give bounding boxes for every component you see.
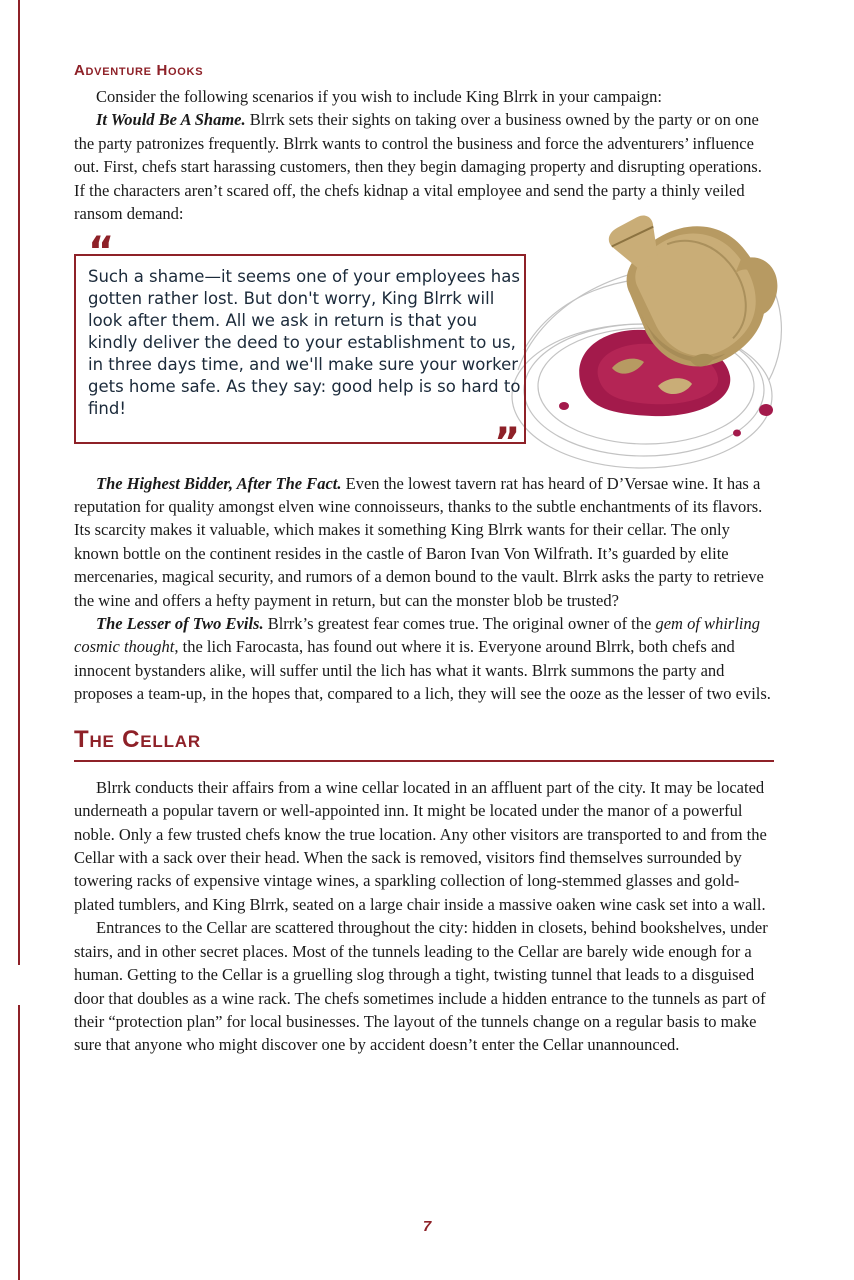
spacer xyxy=(74,706,774,716)
hook-lead-label: The Lesser of Two Evils. xyxy=(96,614,264,634)
quote-close-icon: ” xyxy=(494,419,521,466)
chapter-heading-the-cellar: The Cellar xyxy=(74,725,201,753)
hook-body-text-after: , the lich Farocasta, has found out where it is. Everyone around Blrrk, both chefs and innocent bystanders alike, will suffer until the lich has what it wants. Blrrk summons the party and proposes a team-up, in the hopes that, compared to a lich, they will see the ooze as the lesser of two evils. xyxy=(74,637,771,704)
hook-paragraph-it-would-be-a-shame xyxy=(74,108,774,225)
chapter-heading-rule xyxy=(74,760,774,762)
ransom-quote-text: Such a shame—it seems one of your employees has gotten rather lost. But don't worry, King Blrrk will look after them. All we ask in return is that you kindly deliver the deed to your establishment to us, in three days time, and we'll make sure your worker gets home safe. As they say: good help is so hard to find! xyxy=(88,266,521,419)
hook-lead-label: The Highest Bidder, After The Fact. xyxy=(96,473,342,493)
hook-paragraph-lesser-of-two-evils xyxy=(74,612,774,706)
page-spine-gap xyxy=(14,965,24,1005)
spacer xyxy=(74,716,774,726)
adventure-hooks-intro: Consider the following scenarios if you wish to include King Blrrk in your campaign: xyxy=(96,87,662,106)
hook-lead-label: It Would Be A Shame. xyxy=(96,110,246,130)
hook-italic-phrase: gem of whirling cosmic thought xyxy=(74,614,760,657)
quote-open-icon: “ xyxy=(88,228,115,275)
hook-body-text-before: Blrrk’s greatest fear comes true. The original owner of the xyxy=(263,614,656,634)
cellar-paragraph-2: Entrances to the Cellar are scattered throughout the city: hidden in closets, behind bookshelves, under stairs, and in other secret places. Most of the tunnels leading to the Cellar are barely wide enough for a human. Getting to the Cellar is a gruelling slog through a tight, twisting tunnel that leads to a disguised door that doubles as a wine rack. The chefs sometimes include a hidden entrance to the tunnels as part of their “protection plan” for local businesses. The layout of the tunnels change on a regular basis to make sure that anyone who might discover one by accident doesn’t enter the Cellar unannounced. xyxy=(74,918,768,1055)
page-spine-rule xyxy=(18,0,20,1280)
section-heading-adventure-hooks: Adventure Hooks xyxy=(74,62,204,79)
spilled-wine-jug-illustration xyxy=(494,200,804,480)
hook-body-text: Blrrk sets their sights on taking over a business owned by the party or on one the party patronizes frequently. Blrrk wants to control the business and force the adventurers’ influence out. First, chefs start harassing customers, then they begin damaging property and disrupting operations. If the characters aren’t scared off, the chefs kidnap a vital employee and send the party a thinly veiled ransom demand: xyxy=(74,110,762,224)
cellar-paragraph-1: Blrrk conducts their affairs from a wine cellar located in an affluent part of the city. It may be located underneath a popular tavern or well-appointed inn. It might be located under the manor of a powerful noble. Only a few trusted chefs know the true location. Any other visitors are transported to and from the Cellar with a sack over their head. When the sack is removed, visitors find themselves surrounded by towering racks of expensive vintage wines, a sparkling collection of long-stemmed glasses and gold-plated tumblers, and King Blrrk, seated on a large chair inside a massive oaken wine cask set into a wall. xyxy=(74,777,767,914)
page-content xyxy=(74,62,774,1057)
hook-body-text: Even the lowest tavern rat has heard of D’Versae wine. It has a reputation for quality amongst elven wine connoisseurs, thanks to the subtle enchantments of its flavors. Its scarcity makes it valuable, which makes it something King Blrrk wants for their cellar. The only known bottle on the continent resides in the castle of Baron Ivan Von Wilfrath. It’s guarded by elite mercenaries, magical security, and rumors of a demon bound to the vault. Blrrk asks the party to retrieve the wine and offers a hefty payment in return, but can the monster blob be trusted? xyxy=(74,473,764,610)
page-number: 7 xyxy=(422,1218,432,1235)
ransom-quote-block xyxy=(74,228,774,468)
hook-paragraph-highest-bidder xyxy=(74,472,774,613)
